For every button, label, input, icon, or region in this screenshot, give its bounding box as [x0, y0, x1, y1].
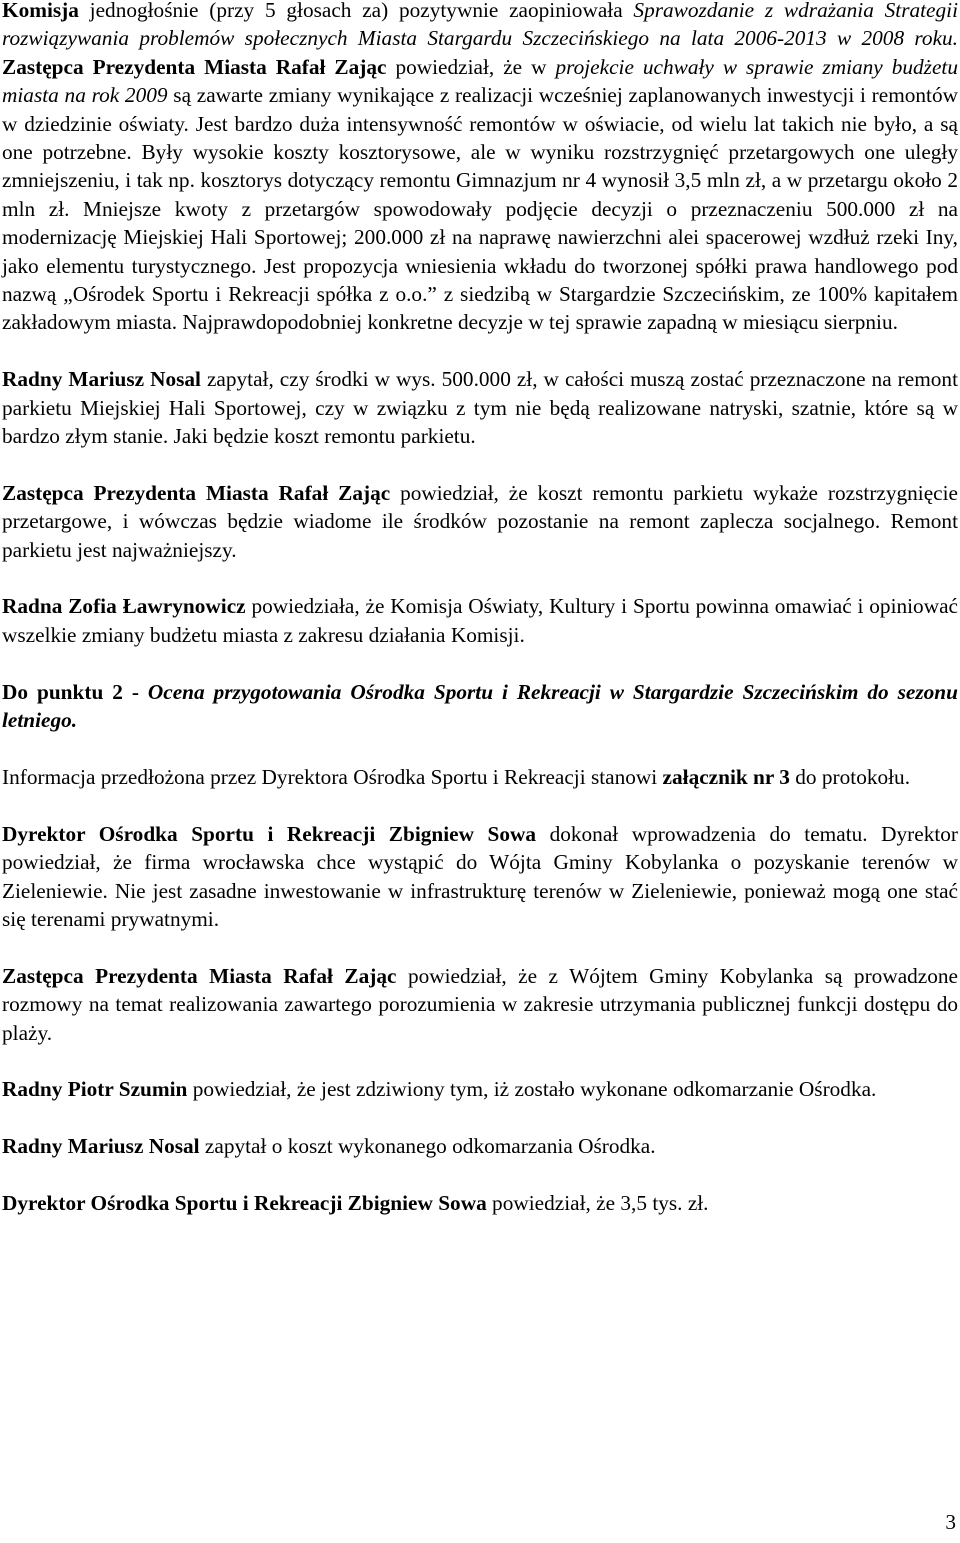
- text-segment: Dyrektor Ośrodka Sportu i Rekreacji Zbigniew Sowa: [2, 1190, 487, 1215]
- page-number: 3: [945, 1510, 956, 1534]
- text-segment: Zastępca Prezydenta Miasta Rafał Zając: [2, 480, 391, 505]
- text-segment: powiedział, że w: [386, 54, 556, 79]
- paragraph-sowa-intro: [2, 820, 958, 934]
- text-segment: powiedział, że jest zdziwiony tym, iż zostało wykonane odkomarzanie Ośrodka.: [187, 1077, 877, 1102]
- text-segment: Dyrektor Ośrodka Sportu i Rekreacji Zbigniew Sowa: [2, 821, 537, 846]
- text-segment: Do punktu 2 -: [2, 679, 148, 704]
- text-segment: projekcie uchwały w sprawie zmiany budżetu miasta na rok 2009: [2, 54, 958, 108]
- text-segment: Zastępca Prezydenta Miasta Rafał Zając: [2, 963, 397, 988]
- text-segment: zapytał, czy środki w wys. 500.000 zł, w całości muszą zostać przeznaczone na remont parkietu Miejskiej Hali Sportowej, czy w związku z tym nie będą realizowane natryski, szatnie, które są w bardzo złym stanie. Jaki będzie koszt remontu parkietu.: [2, 367, 958, 449]
- paragraph-zajac-kobylanka: [2, 962, 958, 1047]
- text-segment: powiedział, że z Wójtem Gminy Kobylanka są prowadzone rozmowy na temat realizowania zawartego porozumienia w zakresie utrzymania publicznej funkcji dostępu do plaży.: [2, 963, 958, 1045]
- agenda-item-2-heading: [2, 678, 958, 735]
- text-segment: powiedziała, że Komisja Oświaty, Kultury i Sportu powinna omawiać i opiniować wszelkie zmiany budżetu miasta z zakresu działania Komisji.: [2, 594, 958, 647]
- paragraph-nosal-cost: [2, 1132, 958, 1160]
- text-segment: do protokołu.: [789, 764, 911, 789]
- paragraph-commission-opinion: [2, 0, 958, 337]
- text-segment: dokonał wprowadzenia do tematu. Dyrektor powiedział, że firma wrocławska chce wystąpić do Wójta Gminy Kobylanka o pozyskanie terenów w Zieleniewie. Nie jest zasadne inwestowanie w infrastrukturę terenów w Zieleniewie, ponieważ mogą one stać się terenami prywatnymi.: [2, 821, 958, 931]
- text-segment: jednogłośnie (przy 5 głosach za) pozytywnie zaopiniowała: [78, 0, 634, 22]
- paragraph-szumin: [2, 1075, 958, 1103]
- text-segment: Sprawozdanie z wdrażania Strategii rozwiązywania problemów społecznych Miasta Stargardu Szczecińskiego na lata 2006-2013 w 2008 roku.: [2, 0, 958, 51]
- text-segment: Radny Piotr Szumin: [2, 1077, 188, 1102]
- text-segment: Zastępca Prezydenta Miasta Rafał Zając: [2, 54, 387, 79]
- text-segment: Ocena przygotowania Ośrodka Sportu i Rekreacji w Stargardzie Szczecińskim do sezonu letniego.: [2, 679, 958, 733]
- text-segment: powiedział, że 3,5 tys. zł.: [486, 1190, 709, 1215]
- text-segment: są zawarte zmiany wynikające z realizacji wcześniej zaplanowanych inwestycji i remontów w dziedzinie oświaty. Jest bardzo duża intensywność remontów w oświacie, od wielu lat takich nie było, a są one potrzebne. Były wysokie koszty kosztorysowe, ale w wyniku rozstrzygnięć przetargowych one uległy zmniejszeniu, i tak np. kosztorys dotyczący remontu Gimnazjum nr 4 wynosił 3,5 mln zł, a w przetargu około 2 mln zł. Mniejsze kwoty z przetargów spowodowały podjęcie decyzji o przeznaczeniu 500.000 zł na modernizację Miejskiej Hali Sportowej; 200.000 zł na naprawę nawierzchni alei spacerowej wzdłuż rzeki Iny, jako elementu turystycznego. Jest propozycja wniesienia wkładu do tworzonej spółki prawa handlowego pod nazwą „Ośrodek Sportu i Rekreacji spółka z o.o.” z siedzibą w Stargardzie Szczecińskim, ze 100% kapitałem zakładowym miasta. Najprawdopodobniej konkretne decyzje w tej sprawie zapadną w miesiącu sierpniu.: [2, 83, 959, 335]
- paragraph-nosal-question: [2, 365, 958, 450]
- text-segment: Radny Mariusz Nosal: [2, 1134, 200, 1159]
- paragraph-zajac-parquet: [2, 479, 958, 564]
- paragraph-lawrynowicz: [2, 592, 958, 649]
- paragraph-attachment-info: [2, 763, 958, 791]
- text-segment: Komisja: [2, 0, 79, 22]
- text-segment: powiedział, że koszt remontu parkietu wykaże rozstrzygnięcie przetargowe, i wówczas będzie wiadome ile środków pozostanie na remont zaplecza socjalnego. Remont parkietu jest najważniejszy.: [2, 480, 958, 562]
- text-segment: Informacja przedłożona przez Dyrektora Ośrodka Sportu i Rekreacji stanowi: [2, 764, 663, 789]
- text-segment: zapytał o koszt wykonanego odkomarzania Ośrodka.: [199, 1134, 656, 1159]
- paragraph-sowa-cost: [2, 1189, 958, 1217]
- text-segment: Radna Zofia Ławrynowicz: [2, 594, 246, 619]
- text-segment: załącznik nr 3: [662, 764, 790, 789]
- text-segment: Radny Mariusz Nosal: [2, 367, 201, 392]
